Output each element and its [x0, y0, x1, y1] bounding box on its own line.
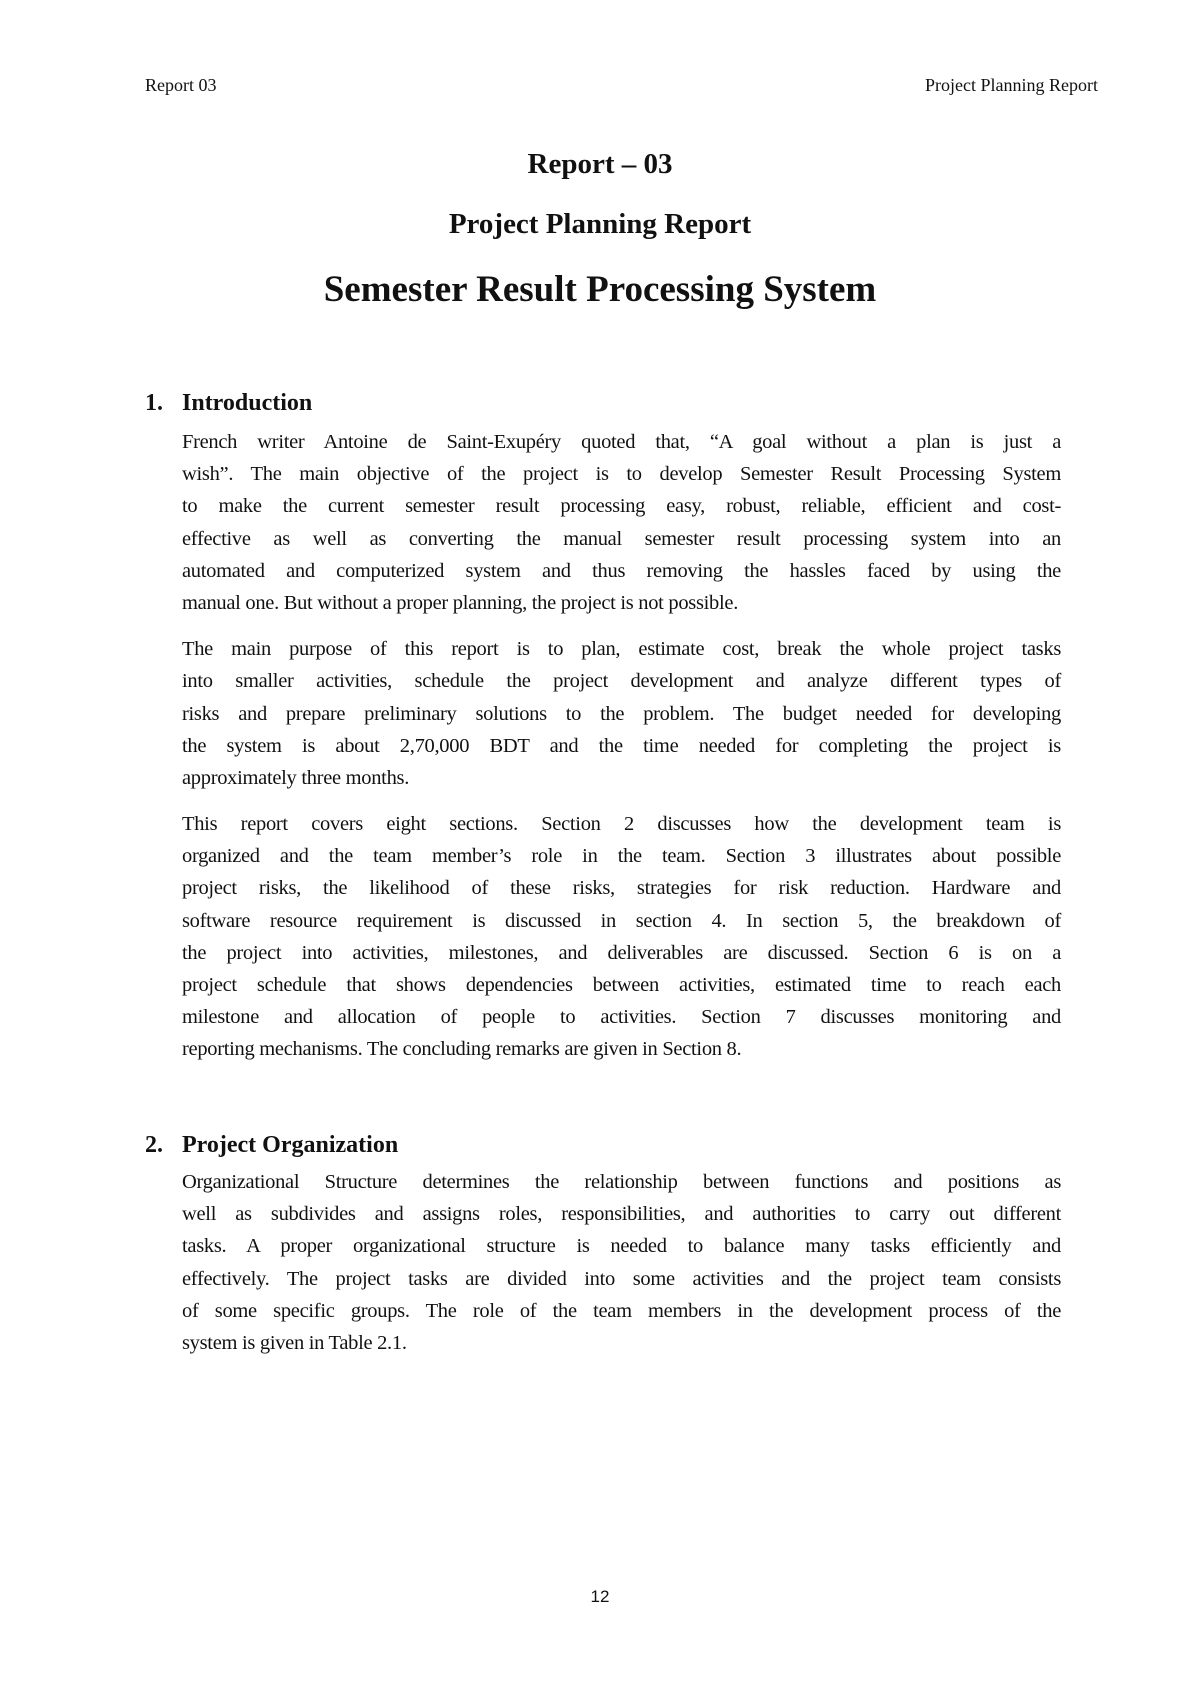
section-title: Introduction	[182, 390, 313, 416]
text-line: the system is about 2,70,000 BDT and the time needed for completing the project is	[182, 734, 1061, 757]
section-heading	[145, 1132, 398, 1159]
text-line: approximately three months.	[182, 766, 410, 789]
paragraph	[182, 426, 1061, 619]
text-line: effectively. The project tasks are divided into some activities and the project team consists	[182, 1267, 1061, 1290]
paragraph	[182, 1166, 1061, 1359]
text-line: Organizational Structure determines the relationship between functions and positions as	[182, 1171, 1061, 1193]
text-line: milestone and allocation of people to activities. Section 7 discusses monitoring and	[182, 1006, 1061, 1029]
text-line: well as subdivides and assigns roles, responsibilities, and authorities to carry out different	[182, 1203, 1061, 1226]
section-body	[182, 1166, 1061, 1373]
report-subtitle: Project Planning Report	[448, 208, 752, 240]
document-title: Semester Result Processing System	[323, 269, 877, 310]
text-line: software resource requirement is discussed in section 4. In section 5, the breakdown of	[182, 909, 1061, 932]
text-line: This report covers eight sections. Section 2 discusses how the development team is	[182, 813, 1061, 836]
text-line: reporting mechanisms. The concluding remarks are given in Section 8.	[182, 1038, 742, 1061]
text-line: manual one. But without a proper planning, the project is not possible.	[182, 591, 739, 614]
text-line: to make the current semester result processing easy, robust, reliable, efficient and cost-	[182, 495, 1061, 518]
header-left: Report 03	[145, 75, 217, 95]
paragraph	[182, 808, 1061, 1066]
text-line: the project into activities, milestones, and deliverables are discussed. Section 6 is on a	[182, 941, 1061, 964]
section-number: 2.	[145, 1132, 163, 1158]
text-line: system is given in Table 2.1.	[182, 1331, 407, 1354]
text-line: organized and the team member’s role in the team. Section 3 illustrates about possible	[182, 845, 1061, 868]
text-line: tasks. A proper organizational structure is needed to balance many tasks efficiently and	[182, 1235, 1061, 1258]
section-title: Project Organization	[182, 1132, 399, 1158]
section-number: 1.	[145, 390, 163, 416]
text-line: project risks, the likelihood of these risks, strategies for risk reduction. Hardware and	[182, 877, 1061, 900]
report-number: Report – 03	[527, 148, 673, 180]
text-line: of some specific groups. The role of the team members in the development process of the	[182, 1299, 1061, 1322]
text-line: The main purpose of this report is to plan, estimate cost, break the whole project tasks	[182, 638, 1061, 661]
header-right: Project Planning Report	[925, 75, 1098, 95]
page-number: 12	[590, 1587, 610, 1606]
text-line: French writer Antoine de Saint-Exupéry quoted that, “A goal without a plan is just a	[182, 431, 1061, 453]
text-line: project schedule that shows dependencies between activities, estimated time to reach each	[182, 974, 1061, 996]
paragraph	[182, 633, 1061, 794]
text-line: wish”. The main objective of the project is to develop Semester Result Processing System	[182, 463, 1061, 486]
text-line: automated and computerized system and thus removing the hassles faced by using the	[182, 559, 1061, 582]
text-line: into smaller activities, schedule the project development and analyze different types of	[182, 670, 1061, 693]
section-body	[182, 426, 1061, 1080]
text-line: risks and prepare preliminary solutions to the problem. The budget needed for developing	[182, 702, 1061, 725]
text-line: effective as well as converting the manual semester result processing system into an	[182, 527, 1061, 550]
section-heading	[145, 390, 312, 417]
